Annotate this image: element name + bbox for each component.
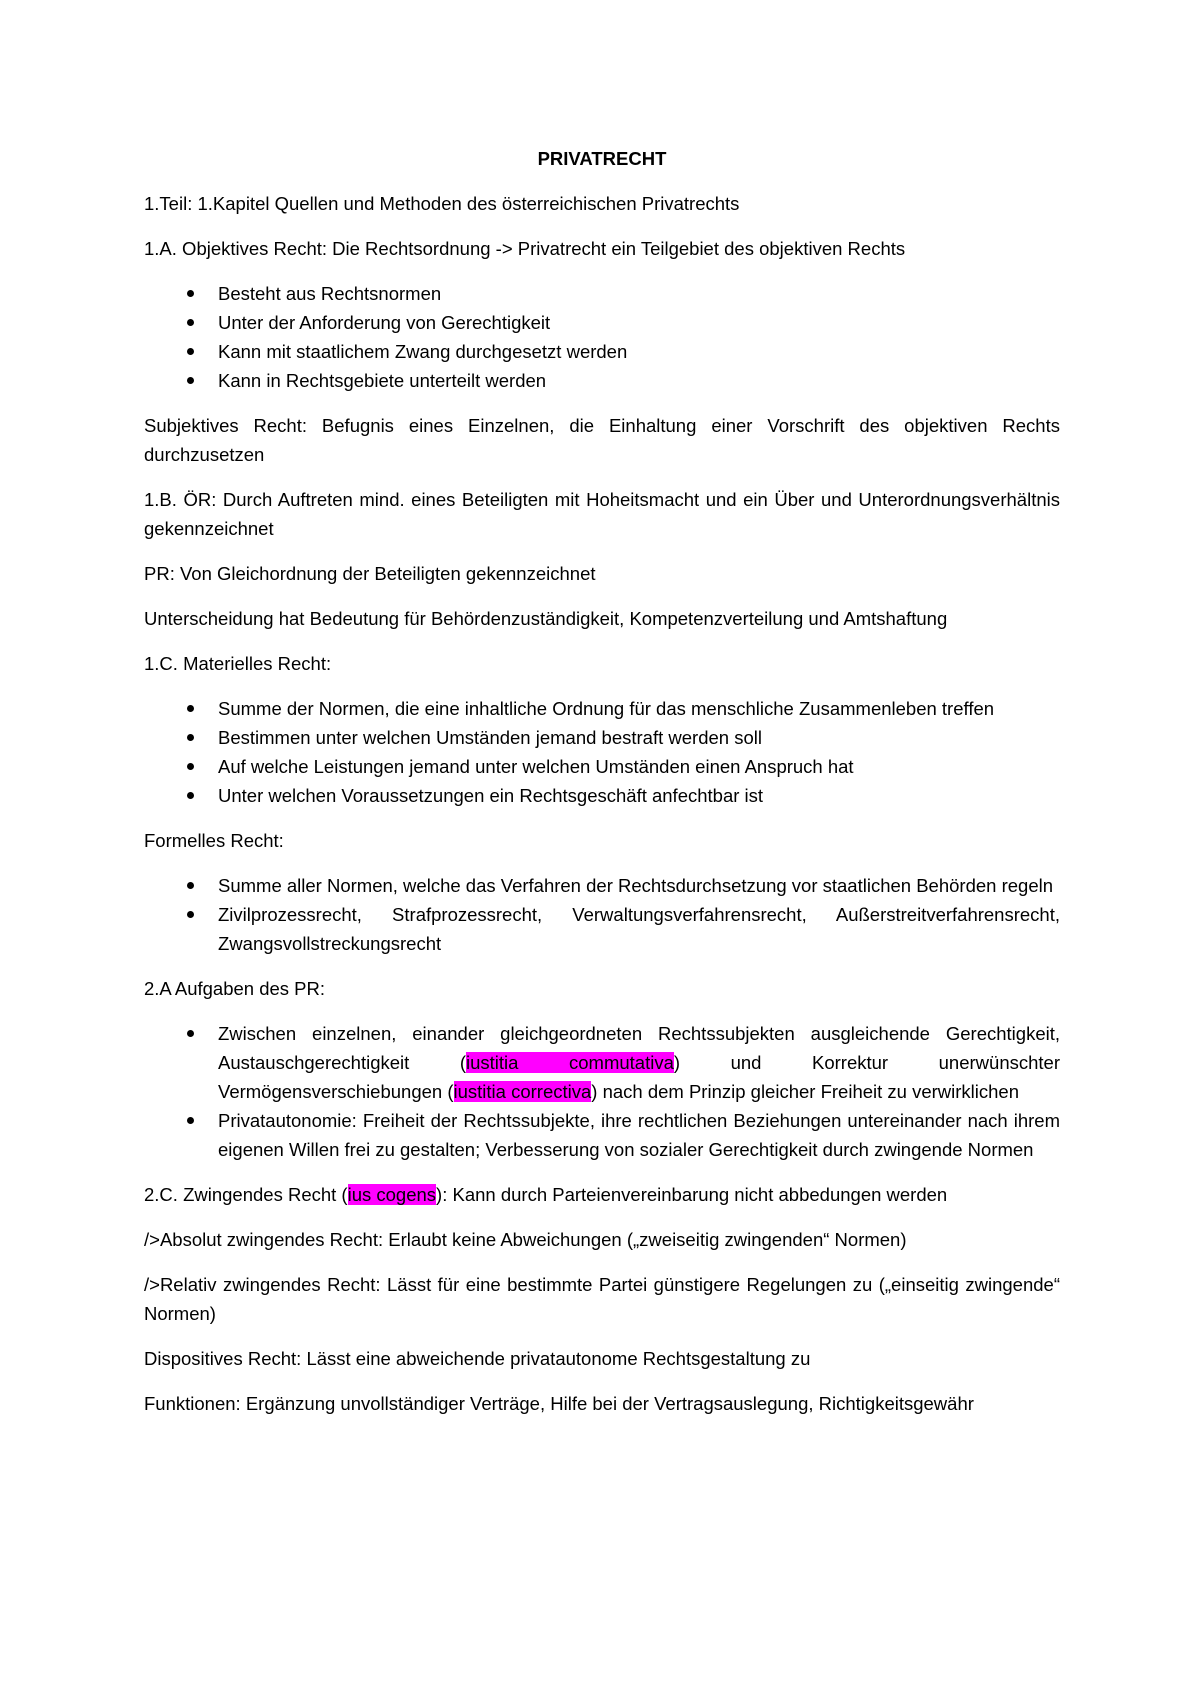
list-item: Privatautonomie: Freiheit der Rechtssubjekte, ihre rechtlichen Beziehungen untereinander nach ihrem eigenen Willen frei zu gestalten; Verbesserung von sozialer Gerechtigkeit durch zwingende Normen bbox=[144, 1106, 1060, 1164]
highlighted-term: iustitia commutativa bbox=[466, 1052, 674, 1073]
text-segment: 2.C. Zwingendes Recht ( bbox=[144, 1184, 348, 1205]
text-segment: ): Kann durch Parteienvereinbarung nicht abbedungen werden bbox=[436, 1184, 948, 1205]
highlighted-term: ius cogens bbox=[347, 1184, 437, 1205]
list-item: Summe der Normen, die eine inhaltliche Ordnung für das menschliche Zusammenleben treffen bbox=[144, 694, 1060, 723]
text-segment: ) und Korrektur unerwünschter Vermögensverschiebungen ( bbox=[218, 1052, 1060, 1102]
part-heading: 1.Teil: 1.Kapitel Quellen und Methoden des österreichischen Privatrechts bbox=[144, 193, 740, 214]
list-formelles-recht bbox=[144, 871, 1060, 958]
list-item: Unter welchen Voraussetzungen ein Rechtsgeschäft anfechtbar ist bbox=[144, 781, 1060, 810]
unterscheidung-paragraph: Unterscheidung hat Bedeutung für Behördenzuständigkeit, Kompetenzverteilung und Amtshaftung bbox=[144, 608, 948, 629]
relativ-zwingend-paragraph: />Relativ zwingendes Recht: Lässt für eine bestimmte Partei günstigere Regelungen zu („einseitig zwingende“ Normen) bbox=[144, 1274, 1060, 1324]
list-item bbox=[144, 1019, 1060, 1106]
list-item: Bestimmen unter welchen Umständen jemand bestraft werden soll bbox=[144, 723, 1060, 752]
funktionen-paragraph: Funktionen: Ergänzung unvollständiger Verträge, Hilfe bei der Vertragsauslegung, Richtigkeitsgewähr bbox=[144, 1393, 974, 1414]
dispositives-recht-paragraph: Dispositives Recht: Lässt eine abweichende privatautonome Rechtsgestaltung zu bbox=[144, 1348, 811, 1369]
list-2a bbox=[144, 1019, 1060, 1164]
subjektives-recht-paragraph: Subjektives Recht: Befugnis eines Einzelnen, die Einhaltung einer Vorschrift des objektiven Rechts durchzusetzen bbox=[144, 415, 1060, 465]
formelles-recht-heading: Formelles Recht: bbox=[144, 830, 284, 851]
list-item: Zivilprozessrecht, Strafprozessrecht, Verwaltungsverfahrensrecht, Außerstreitverfahrensrecht, Zwangsvollstreckungsrecht bbox=[144, 900, 1060, 958]
section-2c-paragraph bbox=[144, 1180, 1060, 1209]
text-segment: Zwischen einzelnen, einander gleichgeordneten Rechtssubjekten ausgleichende Gerechtigkeit, Austauschgerechtigkeit ( bbox=[218, 1023, 1060, 1073]
highlighted-term: iustitia correctiva bbox=[453, 1081, 592, 1102]
document-title: PRIVATRECHT bbox=[537, 148, 667, 169]
list-1c bbox=[144, 694, 1060, 810]
section-2a-heading: 2.A Aufgaben des PR: bbox=[144, 978, 326, 999]
document-body bbox=[144, 144, 1060, 1434]
list-1a bbox=[144, 279, 1060, 395]
list-item: Kann mit staatlichem Zwang durchgesetzt werden bbox=[144, 337, 1060, 366]
list-item: Unter der Anforderung von Gerechtigkeit bbox=[144, 308, 1060, 337]
list-item: Kann in Rechtsgebiete unterteilt werden bbox=[144, 366, 1060, 395]
section-1a-heading: 1.A. Objektives Recht: Die Rechtsordnung -> Privatrecht ein Teilgebiet des objektiven Rechts bbox=[144, 238, 906, 259]
section-1c-heading: 1.C. Materielles Recht: bbox=[144, 653, 332, 674]
section-1b-paragraph: 1.B. ÖR: Durch Auftreten mind. eines Beteiligten mit Hoheitsmacht und ein Über und Unterordnungsverhältnis gekennzeichnet bbox=[144, 489, 1060, 539]
text-segment: ) nach dem Prinzip gleicher Freiheit zu verwirklichen bbox=[591, 1081, 1020, 1102]
list-item: Besteht aus Rechtsnormen bbox=[144, 279, 1060, 308]
absolut-zwingend-paragraph: />Absolut zwingendes Recht: Erlaubt keine Abweichungen („zweiseitig zwingenden“ Normen) bbox=[144, 1229, 907, 1250]
list-item: Summe aller Normen, welche das Verfahren der Rechtsdurchsetzung vor staatlichen Behörden regeln bbox=[144, 871, 1060, 900]
pr-paragraph: PR: Von Gleichordnung der Beteiligten gekennzeichnet bbox=[144, 563, 596, 584]
list-item: Auf welche Leistungen jemand unter welchen Umständen einen Anspruch hat bbox=[144, 752, 1060, 781]
